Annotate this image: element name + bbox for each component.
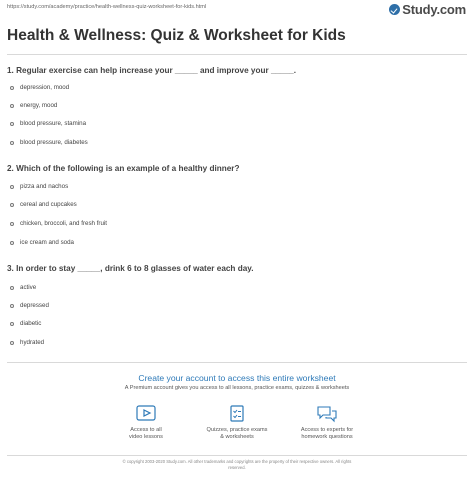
option-label: pizza and nachos — [20, 183, 69, 190]
cta-divider — [7, 362, 467, 363]
chat-experts-icon — [315, 405, 339, 423]
question-3-option-3[interactable] — [10, 320, 41, 327]
radio-button[interactable] — [10, 86, 14, 90]
question-2-option-1[interactable] — [10, 183, 68, 190]
study-logo[interactable] — [389, 2, 466, 17]
page-url: https://study.com/academy/practice/health-wellness-quiz-worksheet-for-kids.html — [7, 4, 207, 10]
radio-button[interactable] — [10, 122, 14, 126]
radio-button[interactable] — [10, 304, 14, 308]
cta-subtitle-wrap — [0, 385, 474, 391]
question-1-option-2[interactable] — [10, 102, 57, 109]
question-1: 1. Regular exercise can help increase your _____ and improve your _____. — [7, 66, 296, 75]
feature-video-lessons — [101, 405, 191, 441]
question-3: 3. In order to stay _____, drink 6 to 8 glasses of water each day. — [7, 264, 254, 273]
question-1-option-1[interactable] — [10, 84, 69, 91]
copyright-text — [0, 459, 474, 471]
feature-label-line1: Access to experts for — [300, 427, 354, 433]
feature-label-line1: Access to all — [130, 427, 162, 433]
checkmark-circle-icon — [389, 4, 400, 15]
question-2-option-4[interactable] — [10, 239, 74, 246]
feature-quizzes — [192, 405, 282, 441]
option-label: cereal and cupcakes — [20, 201, 77, 208]
question-1-option-4[interactable] — [10, 139, 88, 146]
option-label: depression, mood — [20, 84, 70, 91]
radio-button[interactable] — [10, 322, 14, 326]
feature-label-line1: Quizzes, practice exams — [206, 427, 268, 433]
feature-experts — [282, 405, 372, 441]
radio-button[interactable] — [10, 222, 14, 226]
title-divider — [7, 54, 467, 55]
radio-button[interactable] — [10, 104, 14, 108]
feature-label-line2: & worksheets — [220, 434, 254, 440]
quiz-checklist-icon — [225, 405, 249, 423]
feature-label-line2: video lessons — [129, 434, 163, 440]
copyright-line1: © copyright 2003-2020 Study.com. All other trademarks and copyrights are the property of their respective owners. All rights — [122, 459, 352, 464]
page-title: Health & Wellness: Quiz & Worksheet for Kids — [7, 27, 346, 44]
question-2-option-2[interactable] — [10, 201, 77, 208]
radio-button[interactable] — [10, 185, 14, 189]
create-account-link[interactable]: Create your account to access this entire worksheet — [138, 373, 336, 383]
question-3-option-1[interactable] — [10, 284, 36, 291]
option-label: depressed — [20, 302, 49, 309]
option-label: diabetic — [20, 320, 42, 327]
radio-button[interactable] — [10, 241, 14, 245]
option-label: ice cream and soda — [20, 239, 74, 246]
footer-divider — [7, 455, 467, 456]
option-label: hydrated — [20, 339, 45, 346]
cta-section — [0, 373, 474, 383]
question-3-option-4[interactable] — [10, 339, 44, 346]
cta-subtitle: A Premium account gives you access to all lessons, practice exams, quizzes & worksheets — [124, 385, 350, 391]
copyright-line2: reserved. — [228, 465, 246, 470]
feature-label-line2: homework questions — [301, 434, 353, 440]
question-2: 2. Which of the following is an example of a healthy dinner? — [7, 164, 240, 173]
radio-button[interactable] — [10, 286, 14, 290]
question-1-option-3[interactable] — [10, 120, 86, 127]
option-label: chicken, broccoli, and fresh fruit — [20, 220, 108, 227]
question-3-option-2[interactable] — [10, 302, 49, 309]
radio-button[interactable] — [10, 203, 14, 207]
question-2-option-3[interactable] — [10, 220, 107, 227]
video-play-icon — [134, 405, 158, 423]
option-label: energy, mood — [20, 102, 58, 109]
option-label: blood pressure, stamina — [20, 120, 87, 127]
option-label: active — [20, 284, 37, 291]
radio-button[interactable] — [10, 341, 14, 345]
logo-text: Study.com — [402, 2, 466, 17]
option-label: blood pressure, diabetes — [20, 139, 88, 146]
radio-button[interactable] — [10, 141, 14, 145]
